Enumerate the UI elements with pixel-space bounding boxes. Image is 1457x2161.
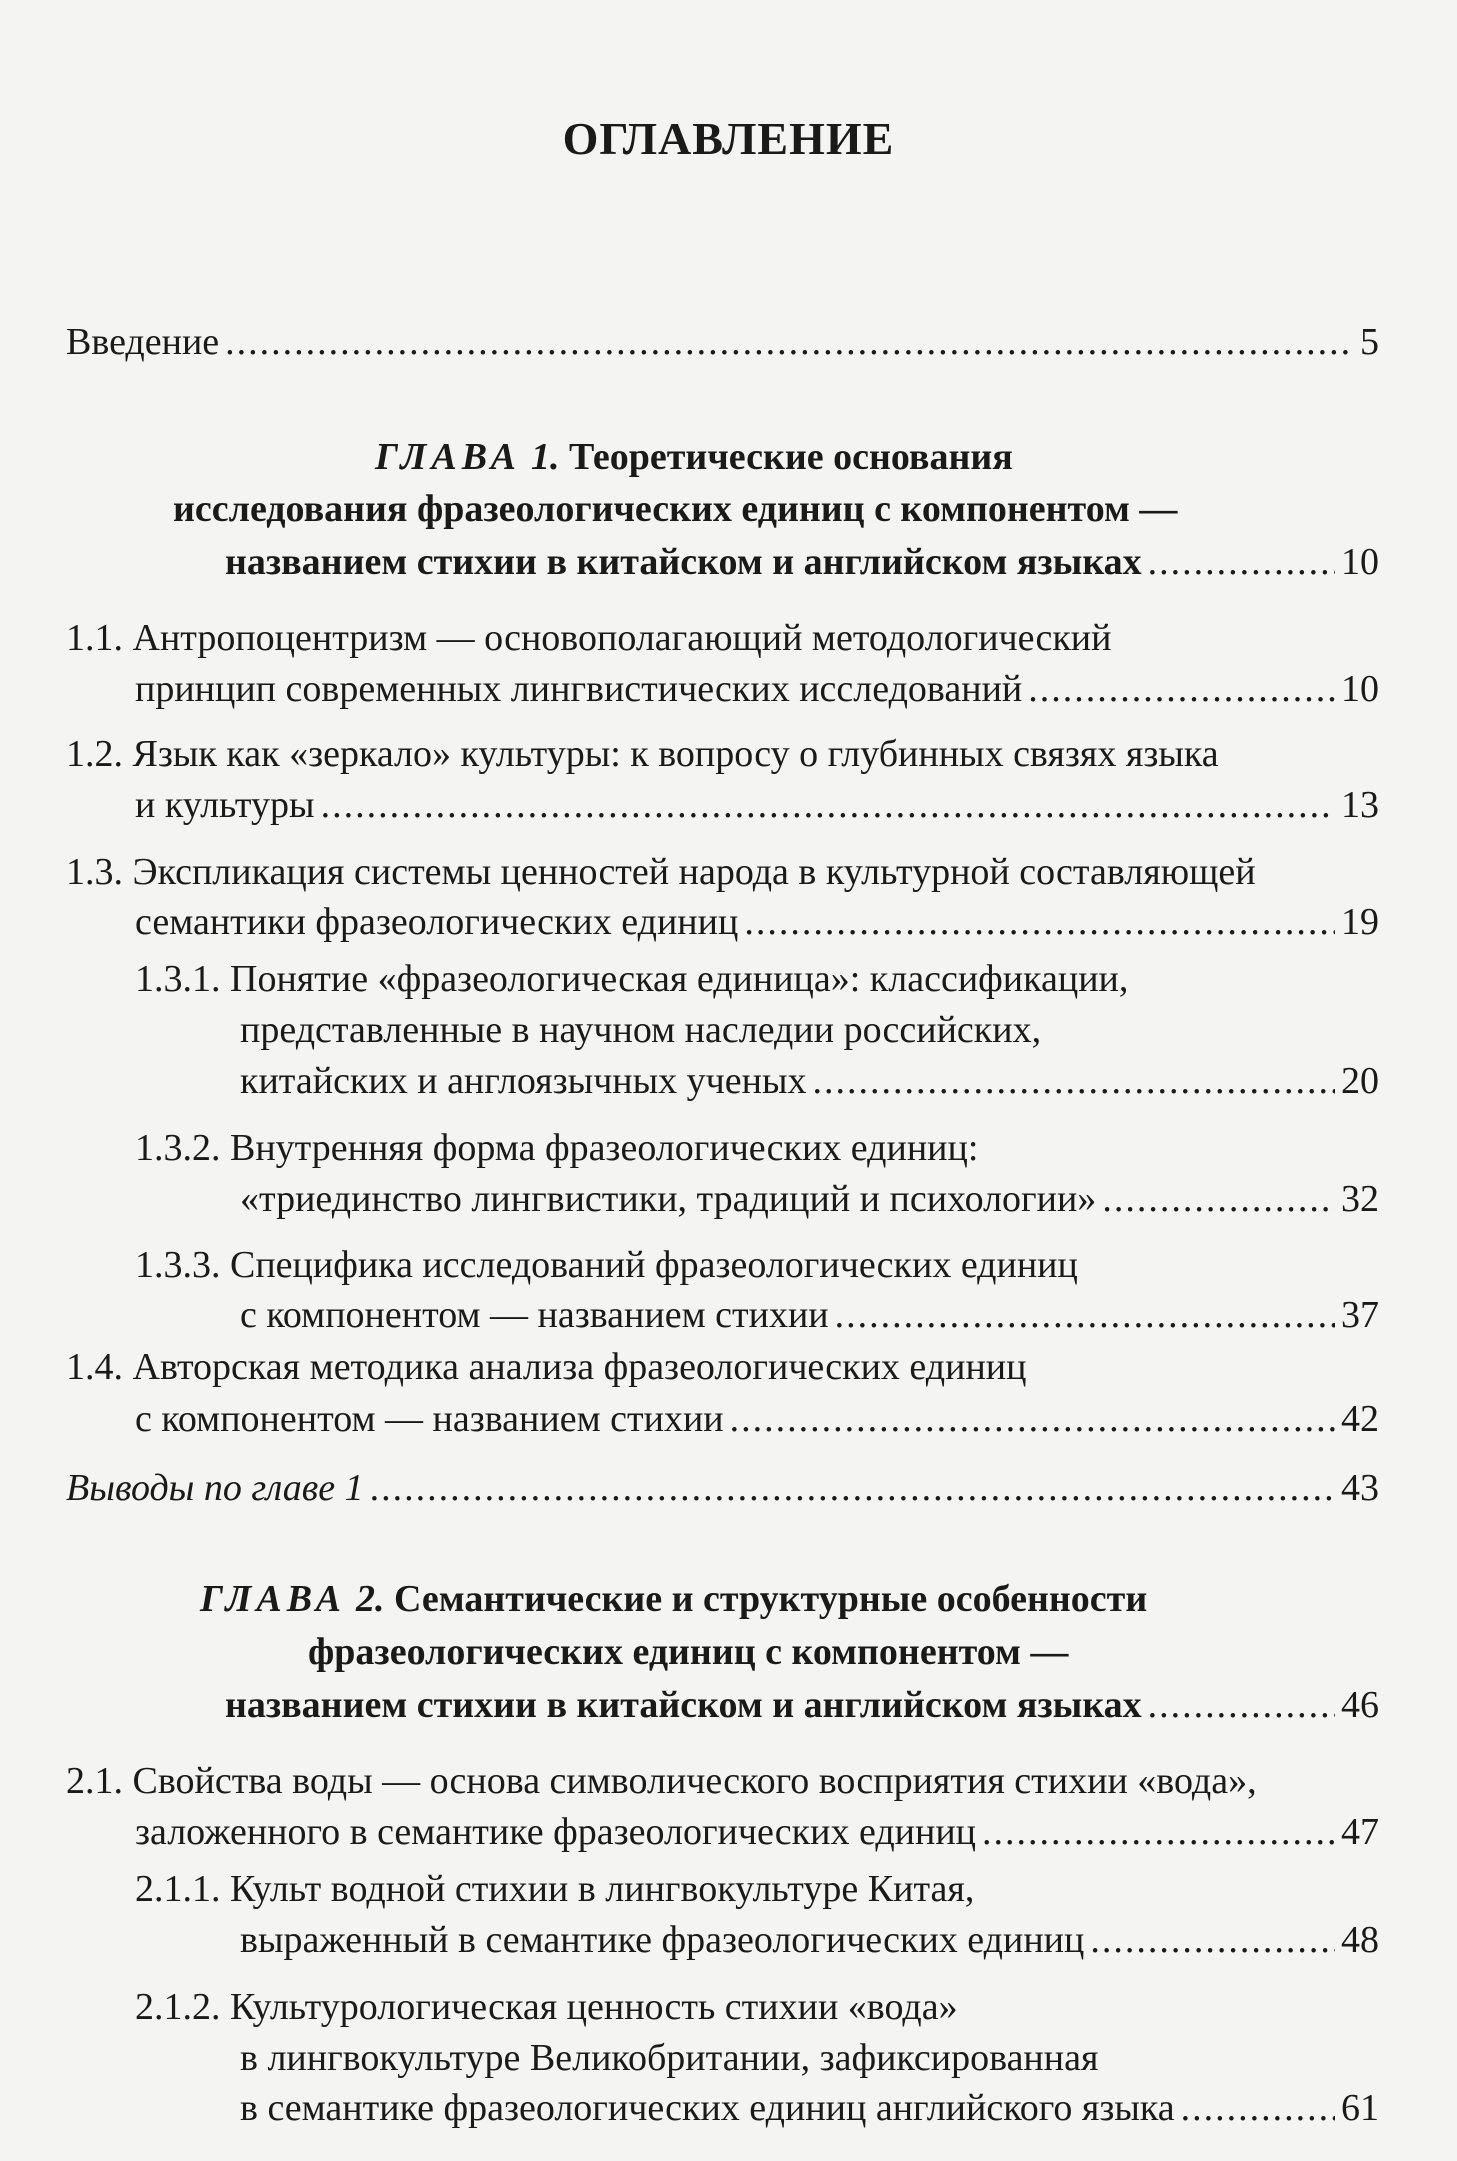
- leader-dots: [1181, 2089, 1335, 2127]
- toc-entry-1-1-line2[interactable]: принцип современных лингвистических исследований ..... 10: [135, 670, 1379, 708]
- page-number: 61: [1341, 2087, 1379, 2129]
- toc-entry-1-3-1-line3[interactable]: китайских и англоязычных ученых ..... 20: [240, 1062, 1379, 1100]
- toc-entry-2-1-2-line2: в лингвокультуре Великобритании, зафиксированная: [240, 2037, 1099, 2079]
- chapter-2-heading[interactable]: [200, 1580, 1147, 1618]
- section-number: 2.1.2.: [135, 1986, 221, 2028]
- toc-entry-1-4-line2[interactable]: с компонентом — названием стихии ..... 42: [135, 1400, 1379, 1438]
- toc-entry-1-3-1-line2: представленные в научном наследии российских,: [240, 1009, 1042, 1051]
- toc-entry-conclusions-1[interactable]: [66, 1469, 1379, 1507]
- leader-dots: [982, 1813, 1335, 1851]
- leader-dots: [813, 1062, 1335, 1100]
- toc-entry-1-3-1[interactable]: [135, 960, 1128, 998]
- section-number: 1.4.: [66, 1346, 123, 1388]
- toc-entry-1-3-2-line2[interactable]: «триединство лингвистики, традиций и психологии» ..... 32: [240, 1180, 1379, 1218]
- toc-entry-1-4[interactable]: [66, 1348, 1026, 1386]
- section-title-line1: Культ водной стихии в лингвокультуре Китая,: [230, 1868, 975, 1910]
- toc-entry-1-2-line2[interactable]: и культуры ..... 13: [135, 786, 1379, 824]
- section-number: 2.1.1.: [135, 1868, 221, 1910]
- chapter-title-line1: Семантические и структурные особенности: [394, 1578, 1148, 1620]
- chapter-1-title-line2: исследования фразеологических единиц с компонентом —: [173, 488, 1178, 530]
- section-number: 2.1.: [66, 1760, 123, 1802]
- leader-dots: [1090, 1921, 1335, 1959]
- page-number: 48: [1341, 1919, 1379, 1961]
- toc-entry-1-3-3[interactable]: [135, 1246, 1078, 1284]
- chapter-prefix: ГЛАВА: [375, 436, 521, 478]
- section-title-line1: Внутренняя форма фразеологических единиц:: [230, 1127, 979, 1169]
- section-title-line1: Антропоцентризм — основополагающий методологический: [132, 617, 1112, 659]
- toc-entry-2-1-2[interactable]: [135, 1988, 958, 2026]
- page-number: 10: [1341, 668, 1379, 710]
- toc-entry-1-3-line2[interactable]: семантики фразеологических единиц ..... 19: [135, 903, 1379, 941]
- chapter-1-heading[interactable]: [375, 438, 1013, 476]
- section-title-line1: Культурологическая ценность стихии «вода»: [230, 1986, 958, 2028]
- toc-entry-1-1[interactable]: [66, 619, 1111, 657]
- leader-dots: [370, 1469, 1335, 1507]
- chapter-1-title-line3[interactable]: названием стихии в китайском и английском языках ..... 10: [225, 543, 1379, 581]
- section-number: 1.3.2.: [135, 1127, 221, 1169]
- leader-dots: [835, 1296, 1335, 1334]
- section-number: 1.3.3.: [135, 1244, 221, 1286]
- page-number: 19: [1341, 901, 1379, 943]
- toc-entry-2-1-1[interactable]: [135, 1870, 974, 1908]
- leader-dots: [225, 323, 1354, 361]
- section-number: 1.2.: [66, 733, 123, 775]
- page-number: 32: [1341, 1178, 1379, 1220]
- section-title-line1: Свойства воды — основа символического восприятия стихии «вода»,: [132, 1760, 1257, 1802]
- chapter-number: 2.: [356, 1578, 385, 1620]
- leader-dots: [744, 903, 1335, 941]
- section-title-line1: Авторская методика анализа фразеологических единиц: [132, 1346, 1027, 1388]
- page-number: 47: [1341, 1811, 1379, 1853]
- section-title-line1: Язык как «зеркало» культуры: к вопросу о глубинных связях языка: [132, 733, 1219, 775]
- section-title-line1: Понятие «фразеологическая единица»: классификации,: [230, 958, 1129, 1000]
- page-number: 20: [1341, 1060, 1379, 1102]
- leader-dots: [1102, 1180, 1335, 1218]
- page-number: 42: [1341, 1398, 1379, 1440]
- toc-entry-1-3-2[interactable]: [135, 1129, 978, 1167]
- toc-entry-intro[interactable]: [66, 323, 1379, 361]
- page-number: 13: [1341, 784, 1379, 826]
- page-number: 46: [1341, 1684, 1379, 1726]
- toc-entry-2-1-1-line2[interactable]: выраженный в семантике фразеологических единиц ..... 48: [240, 1921, 1379, 1959]
- toc-entry-1-3[interactable]: [66, 853, 1256, 891]
- chapter-2-title-line3[interactable]: названием стихии в китайском и английском языках ..... 46: [225, 1686, 1379, 1724]
- leader-dots: [321, 786, 1335, 824]
- page-title: ОГЛАВЛЕНИЕ: [562, 113, 895, 164]
- toc-entry-2-1[interactable]: [66, 1762, 1257, 1800]
- toc-entry-1-2[interactable]: [66, 735, 1219, 773]
- toc-entry-2-1-line2[interactable]: заложенного в семантике фразеологических единиц ..... 47: [135, 1813, 1379, 1851]
- page-number: 5: [1360, 321, 1379, 363]
- chapter-2-title-line2: фразеологических единиц с компонентом —: [308, 1631, 1069, 1673]
- section-number: 1.3.1.: [135, 958, 221, 1000]
- chapter-number: 1.: [531, 436, 560, 478]
- leader-dots: [1028, 670, 1335, 708]
- entry-label: Выводы по главе 1: [66, 1467, 364, 1509]
- section-title-line1: Специфика исследований фразеологических единиц: [230, 1244, 1078, 1286]
- section-title-line1: Экспликация системы ценностей народа в культурной составляющей: [132, 851, 1256, 893]
- chapter-title-line1: Теоретические основания: [569, 436, 1013, 478]
- toc-entry-2-1-2-line3[interactable]: в семантике фразеологических единиц английского языка ..... 61: [240, 2089, 1379, 2127]
- chapter-prefix: ГЛАВА: [200, 1578, 346, 1620]
- entry-label: Введение: [66, 321, 220, 363]
- section-number: 1.1.: [66, 617, 123, 659]
- leader-dots: [730, 1400, 1335, 1438]
- section-number: 1.3.: [66, 851, 123, 893]
- page-number: 37: [1341, 1294, 1379, 1336]
- leader-dots: [1148, 1686, 1335, 1724]
- page-number: 10: [1341, 541, 1379, 583]
- toc-entry-1-3-3-line2[interactable]: с компонентом — названием стихии ..... 37: [240, 1296, 1379, 1334]
- leader-dots: [1148, 543, 1335, 581]
- page-number: 43: [1341, 1467, 1379, 1509]
